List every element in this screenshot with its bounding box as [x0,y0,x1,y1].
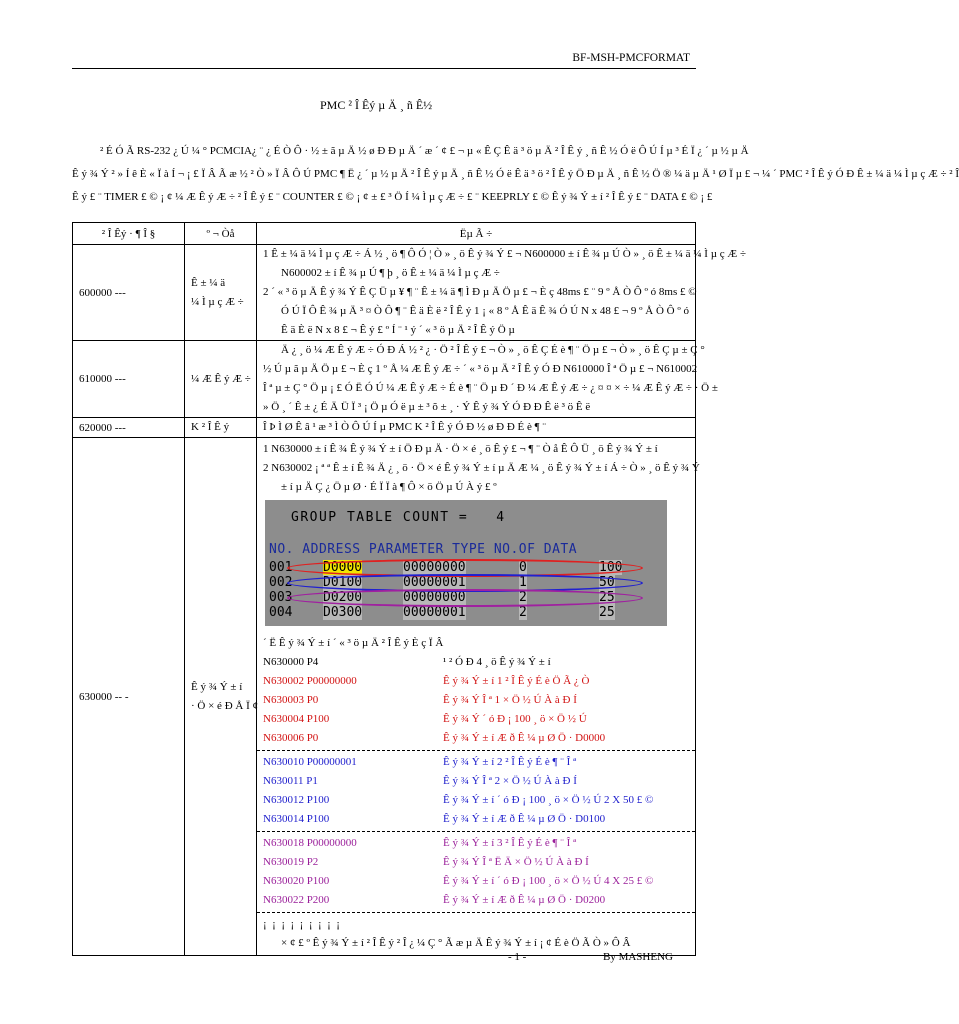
meaning-cell [185,418,257,438]
final-note: × ¢ £ º Ê ý ¾ Ý ± í ² Î Ê ý ² Î ¿ ¼ Ç ° Ã æ µ Ä Ê ý ¾ Ý ± í ¡ ¢ É è Ö Ã Ò » Ô Â [281,937,631,949]
param-meaning: Ê ý ¾ Ý Î ª 2 × Ö ½ Ú À à Ð Í [443,775,577,787]
param-row [263,729,689,748]
screen-cell-count: 50 [599,575,615,590]
param-meaning: ¹ ² Ó Ð 4 ¸ ö Ê ý ¾ Ý ± í [443,656,551,668]
param-code: N630014 P100 [263,813,330,825]
meaning-line: Ê ± ¼ ä [191,276,226,289]
author: By MASHENG [603,951,673,963]
table-row [73,438,696,956]
description-line: ± í µ Ä Ç ¿ Ö µ Ø · É Ï Ï à ¶ Ô × ö Ö µ Ú À ý £ º [281,481,497,493]
meaning-line: Ê ý ¾ Ý ± í [191,680,243,693]
screen-cell-no: 001 [269,560,293,575]
param-meaning: Ê ý ¾ Ý ± í ´ ó Ð ¡ 100 ¸ ö × Ö ½ Ú 2 X 50 £ © [443,794,654,806]
param-code: N630003 P0 [263,694,319,706]
param-meaning: Ê ý ¾ Ý ± í Æ ð Ê ¼ µ Ø Ö · D0000 [443,732,606,744]
param-meaning: Ê ý ¾ Ý Î ª 1 × Ö ½ Ú À à Ð Í [443,694,577,706]
param-code: N630020 P100 [263,875,330,887]
param-row [263,653,689,672]
screen-cell-count: 100 [599,560,623,575]
header-meaning: º ¬ Òå [185,223,257,245]
screen-cell-address: D0200 [323,590,363,605]
param-row [263,691,689,710]
meaning-line: K ² Î Ê ý [191,421,230,433]
param-code: N630022 P200 [263,894,330,906]
page-number: - 1 - [508,951,527,963]
description-line: Ó Ú Ï Ô Ê ¾ µ Ä ³ ¤ Ò Ô ¶ ¨ Ê ä È ë ² Î Ê ý 1 ¡ « 8 º Å Ê ä Ê ¾ Ó Ú N x 48 £ ¬ 9 º Å Ò Ô º ó [281,305,689,317]
screen-cell-count: 25 [599,605,615,620]
screen-cell-address: D0100 [323,575,363,590]
meaning-cell [185,438,257,956]
param-row [263,834,689,853]
screen-column-headers: NO. ADDRESS PARAMETER TYPE NO.OF DATA [269,542,578,557]
range-cell: 610000 --- [73,341,185,418]
description-line: ½ Ú µ ã µ Ä Ö µ £ ¬ È ç 1 º Å ¼ Æ Ê ý Æ ÷ ´ « ³ ö µ Ä ² Î Ê ý Ó Ð N610000 Î ª Ö µ £ ¬ N610002 [263,363,698,375]
range-cell: 630000 -- - [73,438,185,956]
group-separator [257,831,695,832]
param-meaning: Ê ý ¾ Ý ± í 3 ² Î Ê ý É è ¶ ¨ Î ª [443,837,577,849]
screen-cell-no: 004 [269,605,293,620]
intro-line: Ê ý £ ¨ TIMER £ © ¡ ¢ ¼ Æ Ê ý Æ ÷ ² Î Ê ý £ ¨ COUNTER £ © ¡ ¢ ± £ ³ Ö Í ¼ Ì µ ç Æ ÷ £ ¨ KEEPRLY £ © Ê ý ¾ Ý ± í ² Î Ê ý £ ¨ DATA £ © ¡ £ [72,191,713,203]
intro-line: ² É Ó Ã RS-232 ¿ Ú ¼ ° PCMCIA¿ ¨ ¿ É Ò Ô · ½ ± ã µ Ä ½ ø Ð Ð µ Ä ´ æ ´ ¢ £ ¬ µ « Ê Ç Ê ä ³ ö µ Ä ² Î Ê ý ¸ ñ Ê ½ Ó ë Ô Ú Í µ ³ É Ï ¿ ´ µ ½ µ Ä [100,145,749,157]
intro-line: Ê ý ¾ Ý ² » Í ê È « Ï à Í ¬ ¡ £ Ï Â Ã æ ½ ² Ò » Ï Â Ô Ú PMC ¶ Ë ¿ ´ µ ½ µ Ä ² Î Ê ý µ Ä ¸ ñ Ê ½ Ó ë Ê ä ³ ö ² Î Ê ý Ö Ð µ Ä ¸ ñ Ê ½ Ö ® ¼ ä µ Ä ¹ Ø Ï µ £ ¬ ¼ ´ PMC ² Î Ê ý Ó Ð Ê ± ¼ ä ¼ Ì µ ç Æ ÷ ² Î [72,168,959,180]
screen-title: GROUP TABLE COUNT = 4 [291,510,506,525]
param-code: N630011 P1 [263,775,318,787]
header-range: ² Î Êý · ¶ Î § [73,223,185,245]
param-meaning: Ê ý ¾ Ý ± í 1 ² Î Ê ý É è Ö Ã ¿ Ò [443,675,590,687]
table-header-row [73,223,696,245]
header-rule [72,68,696,69]
screen-cell-parameter: 00000000 [403,560,466,575]
dashed-separator [257,912,695,913]
description-line: N600002 ± í Ê ¾ µ Ú ¶ þ ¸ ö Ê ± ¼ ä ¼ Ì µ ç Æ ÷ [281,267,500,279]
intro-paragraph [72,140,959,209]
page-title: PMC ² Î Êý µ Ä ¸ ñ Ê½ [320,98,433,112]
param-code: N630018 P00000000 [263,837,357,849]
screen-cell-type: 1 [519,575,527,590]
description-line: 1 N630000 ± í Ê ¾ Ê ý ¾ Ý ± í Ö Ð µ Ä · Ö × é ¸ ö Ê ý £ ¬ ¶ ¨ Ò å Ê Ô Ü ¸ ö Ê ý ¾ Ý ± í [263,443,658,455]
description-cell [257,418,696,438]
param-code: N630012 P100 [263,794,330,806]
meaning-cell [185,341,257,418]
screen-cell-type: 0 [519,560,527,575]
param-meaning: Ê ý ¾ Ý ´ ó Ð ¡ 100 ¸ ö × Ö ½ Ú [443,713,587,725]
param-code: N630006 P0 [263,732,319,744]
screen-cell-parameter: 00000001 [403,605,466,620]
group-table-screen [265,500,667,626]
description-line: ´ Ë Ê ý ¾ Ý ± í ´ « ³ ö µ Ä ² Î Ê ý È ç Ï Â [263,637,444,649]
screen-cell-address: D0000 [323,560,363,575]
group-count: 4 [496,510,506,525]
range-cell: 620000 --- [73,418,185,438]
table-row [73,245,696,341]
param-row [263,672,689,691]
screen-cell-type: 2 [519,590,527,605]
param-meaning: Ê ý ¾ Ý ± í 2 ² Î Ê ý É è ¶ ¨ Î ª [443,756,577,768]
param-meaning: Ê ý ¾ Ý ± í Æ ð Ê ¼ µ Ø Ö · D0200 [443,894,606,906]
param-code: N630002 P00000000 [263,675,357,687]
param-row [263,872,689,891]
meaning-cell [185,245,257,341]
param-meaning: Ê ý ¾ Ý ± í ´ ó Ð ¡ 100 ¸ ö × Ö ½ Ú 4 X 25 £ © [443,875,654,887]
screen-cell-no: 002 [269,575,293,590]
screen-row [269,605,667,620]
param-row [263,853,689,872]
param-row [263,791,689,810]
table-row [73,418,696,438]
param-row [263,810,689,829]
screen-cell-parameter: 00000000 [403,590,466,605]
screen-cell-address: D0300 [323,605,363,620]
param-code: N630019 P2 [263,856,319,868]
document-code: BF-MSH-PMCFORMAT [572,52,690,64]
meaning-line: · Ö × é Ð Å Ï ¢ [191,699,258,712]
param-meaning: Ê ý ¾ Ý ± í Æ ð Ê ¼ µ Ø Ö · D0100 [443,813,606,825]
description-line: Î Þ Ì Ø Ê â ¹ æ ³ Ì Ò Ô Ú Í µ PMC K ² Î Ê ý Ó Ð ½ ø Ð Ð É è ¶ ¨ [263,421,547,433]
description-cell [257,245,746,341]
highlight-ellipse [287,589,643,607]
param-row [263,753,689,772]
parameter-table [72,222,746,956]
description-line: » Ö ¸ ´ Ê ± ¿ É Ä Ü Ï ³ ¡ Ö µ Ó ë µ ± ³ õ ± ¸ · Ý Ê ý ¾ Ý Ó Ð Ð Ê ë ³ ö Ê ë [263,401,591,413]
description-line: 2 N630002 ¡ ª ª Ê ± í Ê ¾ Ä ¿ ¸ ö · Ö × é Ê ý ¾ Ý ± í µ Ä Æ ¼ ¸ ö Ê ý ¾ Ý ± í Á ÷ Ò » ¸ ö Ê ý ¾ Ý [263,462,700,474]
header-description: Ëµ Ã ÷ [257,223,696,245]
param-code: N630004 P100 [263,713,330,725]
screen-cell-count: 25 [599,590,615,605]
param-list [263,653,689,910]
param-meaning: Ê ý ¾ Ý Î ª Ë Ä × Ö ½ Ú À à Ð Í [443,856,589,868]
range-cell: 600000 --- [73,245,185,341]
param-row [263,772,689,791]
param-row [263,891,689,910]
param-code: N630000 P4 [263,656,319,668]
screen-cell-type: 2 [519,605,527,620]
param-row [263,710,689,729]
screen-cell-no: 003 [269,590,293,605]
description-cell [257,341,718,418]
table-row [73,341,696,418]
screen-cell-parameter: 00000001 [403,575,466,590]
description-line: Î ª µ ± Ç ° Ö µ ¡ £ Ó Ë Ó Ú ¼ Æ Ê ý Æ ÷ É è ¶ ¨ Ö µ Ð ´ Ð ¼ Æ Ê ý Æ ÷ ¿ ¤ ¤ × ÷ ¼ Æ Ê ý Æ ÷ · Ö ± [263,382,718,394]
meaning-line: ¼ Ì µ ç Æ ÷ [191,295,244,308]
description-cell [257,438,700,956]
description-line: 1 Ê ± ¼ ä ¼ Ì µ ç Æ ÷ Á ½ ¸ ö ¶ Ô Ó ¦ Ò » ¸ ö Ê ý ¾ Ý £ ¬ N600000 ± í Ê ¾ µ Ú Ò » ¸ ö Ê ± ¼ ä ¼ Ì µ ç Æ ÷ [263,248,746,260]
param-code: N630010 P00000001 [263,756,357,768]
description-line: Ä ¿ ¸ ö ¼ Æ Ê ý Æ ÷ Ó Ð Á ½ ² ¿ · Ö ² Î Ê ý £ ¬ Ò » ¸ ö Ê Ç É è ¶ ¨ Ö µ £ ¬ Ò » ¸ ö Ê Ç µ ± Ç ° [281,344,705,356]
meaning-line: ¼ Æ Ê ý Æ ÷ [191,372,251,385]
description-line: Ê ä È ë N x 8 £ ¬ Ê ý £ º Í ¨ ¹ ý ´ « ³ ö µ Ä ² Î Ê ý Ö µ [281,324,515,336]
dash-line: ¡ ¡ ¡ ¡ ¡ ¡ ¡ ¡ ¡ [263,918,343,930]
group-separator [257,750,695,751]
description-line: 2 ´ « ³ ö µ Ä Ê ý ¾ Ý Ê Ç Ü µ ¥ ¶ ¨ Ê ± ¼ ä ¶ Ì Ð µ Ä Ö µ £ ¬ È ç 48ms £ ¨ 9 º Å Ò Ô º ó 8ms £ © [263,286,697,298]
